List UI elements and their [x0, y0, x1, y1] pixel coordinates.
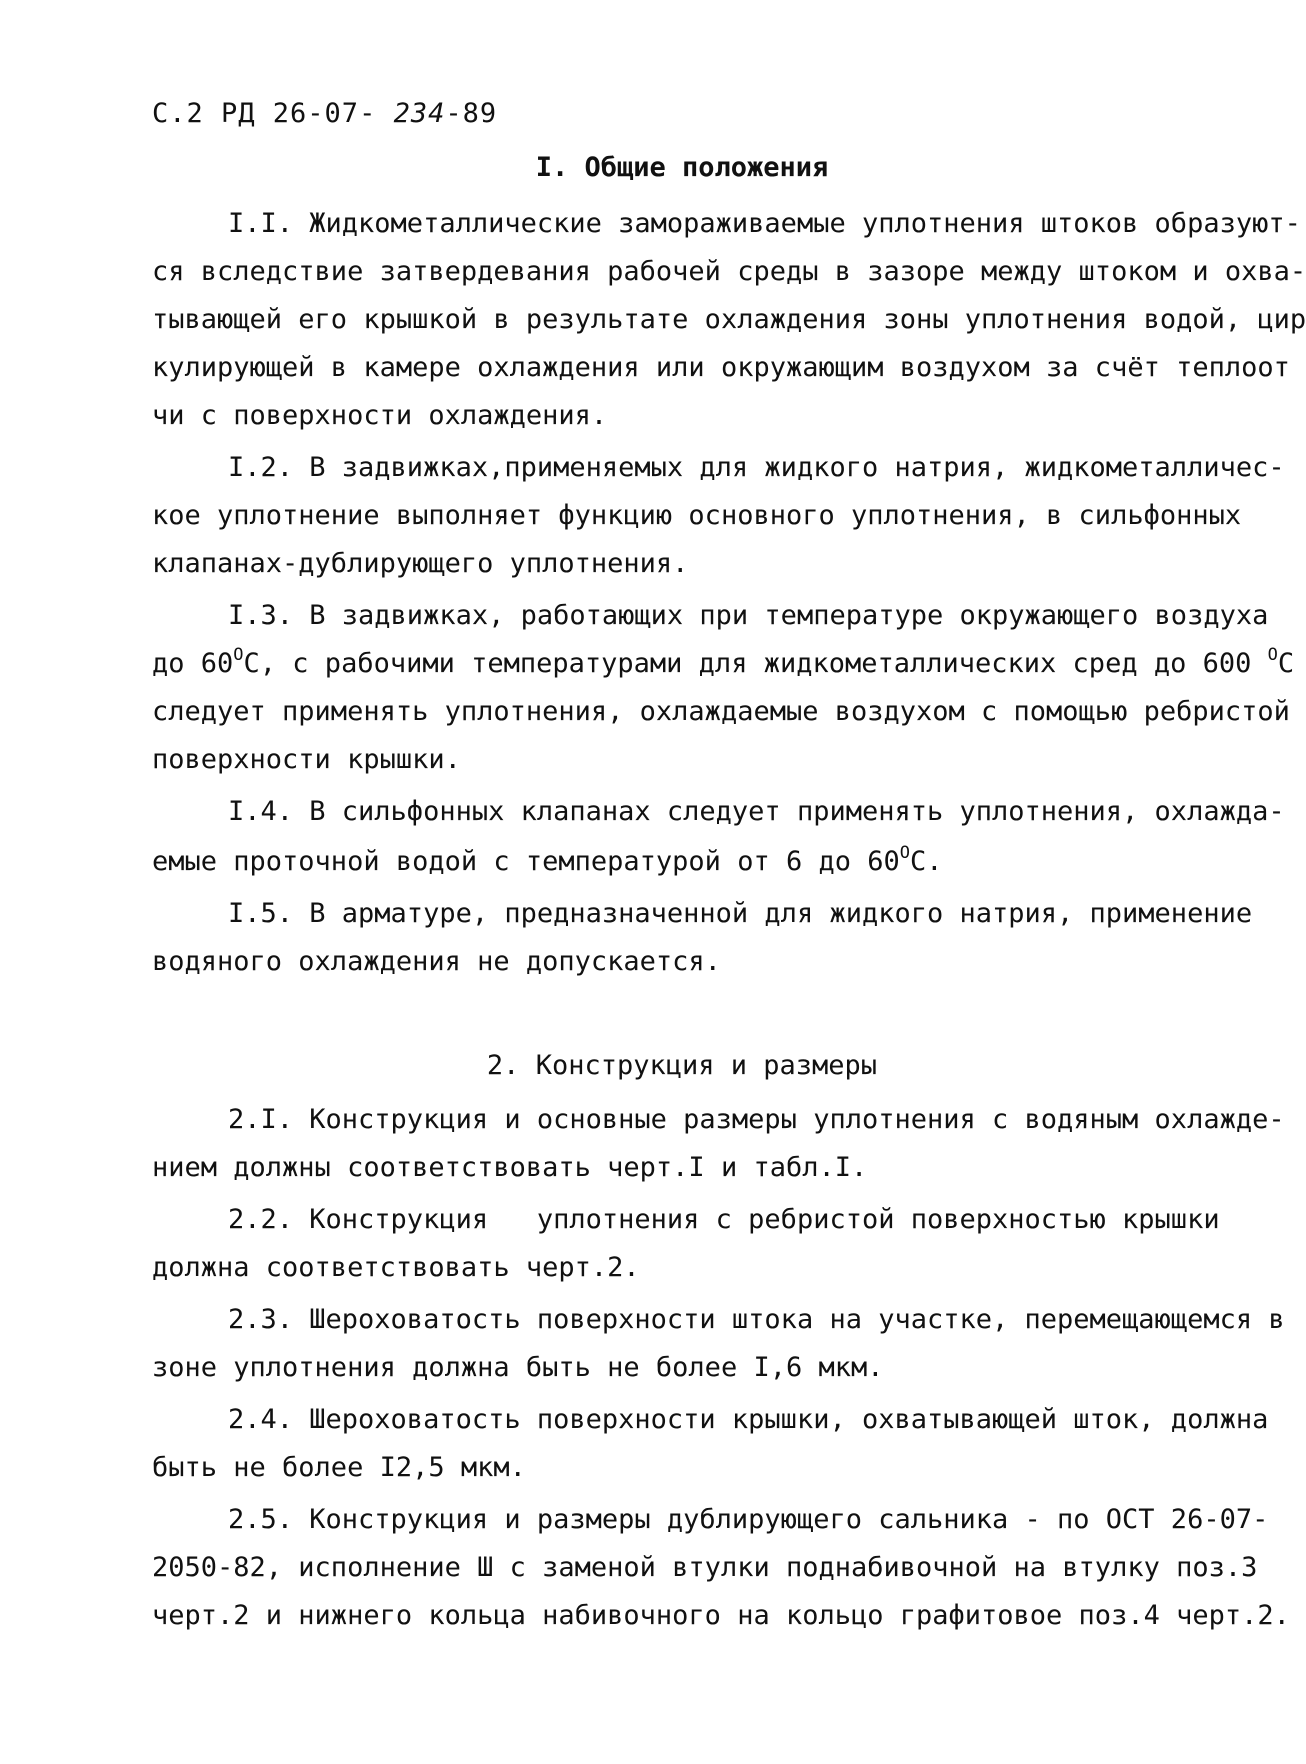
header-code-handwritten: 234 [393, 98, 446, 129]
text-line: чи с поверхности охлаждения. [152, 400, 608, 431]
text-line: кулирующей в камере охлаждения или окружающим воздухом за счёт теплоот [152, 352, 1290, 383]
text-fragment: C. [910, 846, 943, 877]
text-line: 2.3. Шероховатость поверхности штока на участке, перемещающемся в [228, 1304, 1285, 1335]
text-line: следует применять уплотнения, охлаждаемые воздухом с помощью ребристой [152, 696, 1290, 727]
degree-superscript: O [233, 645, 244, 665]
text-line: поверхности крышки. [152, 744, 461, 775]
text-line: I.I. Жидкометаллические замораживаемые уплотнения штоков образуют- [228, 208, 1301, 239]
text-line: I.3. В задвижках, работающих при температуре окружающего воздуха [228, 600, 1269, 631]
section-1-title: I. Общие положения [535, 152, 829, 183]
text-line: клапанах-дублирующего уплотнения. [152, 548, 689, 579]
text-line: I.2. В задвижках,применяемых для жидкого натрия, жидкометалличес- [228, 452, 1285, 483]
text-fragment: до 60 [152, 648, 234, 679]
text-fragment: C, с рабочими температурами для жидкометаллических сред до 600 [243, 648, 1268, 679]
text-line: ся вследствие затвердевания рабочей среды в зазоре между штоком и охва- [152, 256, 1306, 287]
text-line: зоне уплотнения должна быть не более I,6 мкм. [152, 1352, 884, 1383]
text-line: черт.2 и нижнего кольца набивочного на кольцо графитовое поз.4 черт.2. [152, 1600, 1290, 1631]
text-line: I.5. В арматуре, предназначенной для жидкого натрия, применение [228, 898, 1253, 929]
text-line: 2.I. Конструкция и основные размеры уплотнения с водяным охлажде- [228, 1104, 1285, 1135]
degree-superscript: O [899, 843, 910, 863]
header-code-tail: -89 [445, 98, 498, 129]
text-line: 2.4. Шероховатость поверхности крышки, охватывающей шток, должна [228, 1404, 1269, 1435]
section-2-title: 2. Конструкция и размеры [486, 1050, 878, 1081]
header-code: С.2 РД 26-07- [152, 98, 394, 129]
text-line: кое уплотнение выполняет функцию основного уплотнения, в сильфонных [152, 500, 1242, 531]
text-line: нием должны соответствовать черт.I и табл.I. [152, 1152, 868, 1183]
page-header [152, 98, 497, 129]
text-line: тывающей его крышкой в результате охлаждения зоны уплотнения водой, цир [152, 304, 1306, 335]
text-line: I.4. В сильфонных клапанах следует применять уплотнения, охлажда- [228, 796, 1285, 827]
text-line: водяного охлаждения не допускается. [152, 946, 721, 977]
text-line: 2050-82, исполнение Ш с заменой втулки поднабивочной на втулку поз.3 [152, 1552, 1258, 1583]
text-fragment: C [1277, 648, 1295, 679]
text-line: быть не более I2,5 мкм. [152, 1452, 526, 1483]
text-line-with-superscript [152, 843, 943, 877]
text-line-with-superscript [152, 645, 1295, 679]
text-line: должна соответствовать черт.2. [152, 1252, 640, 1283]
text-line: 2.2. Конструкция уплотнения с ребристой поверхностью крышки [228, 1204, 1220, 1235]
text-line: 2.5. Конструкция и размеры дублирующего сальника - по ОСТ 26-07- [228, 1504, 1269, 1535]
text-fragment: емые проточной водой с температурой от 6 до 60 [152, 846, 900, 877]
degree-superscript: O [1267, 645, 1278, 665]
